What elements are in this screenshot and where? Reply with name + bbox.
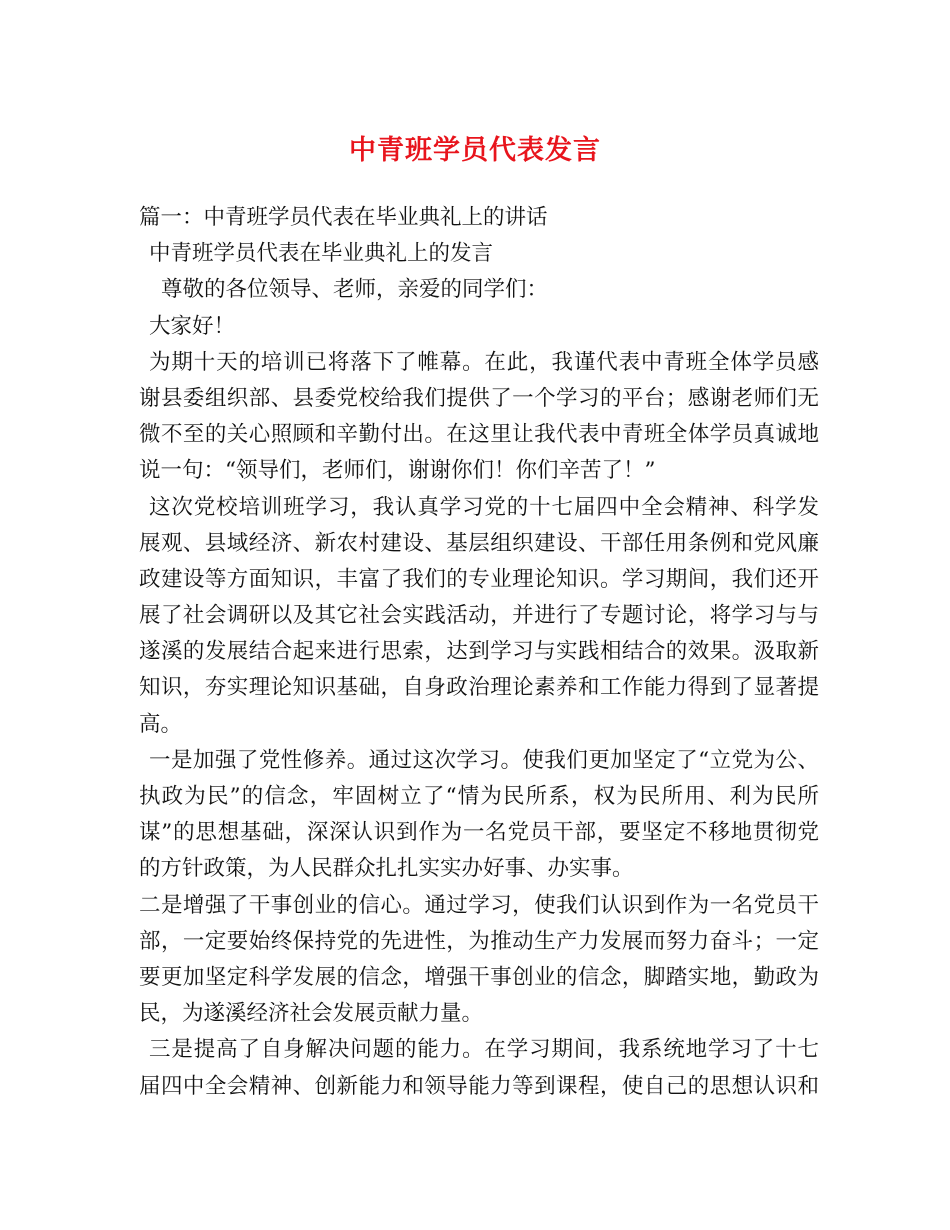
document-title: 中青班学员代表发言	[349, 135, 601, 166]
text-line: 执政为民”的信念，牢固树立了“情为民所系，权为民所用、利为民所	[139, 784, 819, 809]
text-line: 谢县委组织部、县委党校给我们提供了一个学习的平台；感谢老师们无	[139, 385, 819, 411]
text-line: 政建设等方面知识，丰富了我们的专业理论知识。学习期间，我们还开	[139, 566, 819, 592]
text-line: 民，为遂溪经济社会发展贡献力量。	[139, 1001, 484, 1027]
text-line: 这次党校培训班学习，我认真学习党的十七届四中全会精神、科学发	[149, 494, 819, 520]
text-line: 说一句：“领导们，老师们，谢谢你们！你们辛苦了！”	[139, 458, 656, 484]
text-line: 大家好！	[149, 313, 236, 339]
text-line: 高。	[139, 711, 183, 737]
text-line: 尊敬的各位领导、老师，亲爱的同学们：	[161, 277, 549, 303]
text-line: 部，一定要始终保持党的先进性，为推动生产力发展而努力奋斗；一定	[139, 928, 819, 954]
text-line: 谋”的思想基础，深深认识到作为一名党员干部，要坚定不移地贯彻党	[139, 820, 819, 846]
text-line: 的方针政策，为人民群众扎扎实实办好事、办实事。	[139, 856, 634, 882]
text-line: 三是提高了自身解决问题的能力。在学习期间，我系统地学习了十七	[149, 1037, 819, 1063]
text-line: 要更加坚定科学发展的信念，增强干事创业的信念，脚踏实地，勤政为	[139, 964, 819, 990]
text-line: 篇一：中青班学员代表在毕业典礼上的讲话	[139, 205, 548, 230]
text-line: 二是增强了干事创业的信心。通过学习，使我们认识到作为一名党员干	[139, 892, 819, 918]
text-line: 展了社会调研以及其它社会实践活动，并进行了专题讨论，将学习与与	[139, 603, 819, 629]
text-line: 一是加强了党性修养。通过这次学习。使我们更加坚定了“立党为公、	[149, 747, 819, 773]
document-body	[139, 200, 819, 1105]
text-line: 知识，夯实理论知识基础，自身政治理论素养和工作能力得到了显著提	[139, 675, 819, 701]
text-line: 展观、县域经济、新农村建设、基层组织建设、干部任用条例和党风廉	[139, 530, 819, 556]
text-line: 届四中全会精神、创新能力和领导能力等到课程，使自己的思想认识和	[139, 1073, 819, 1099]
text-line: 微不至的关心照顾和辛勤付出。在这里让我代表中青班全体学员真诚地	[139, 422, 819, 448]
text-line: 中青班学员代表在毕业典礼上的发言	[149, 241, 494, 267]
text-line: 为期十天的培训已将落下了帷幕。在此，我谨代表中青班全体学员感	[149, 349, 819, 375]
text-line: 遂溪的发展结合起来进行思索，达到学习与实践相结合的效果。汲取新	[139, 639, 819, 665]
